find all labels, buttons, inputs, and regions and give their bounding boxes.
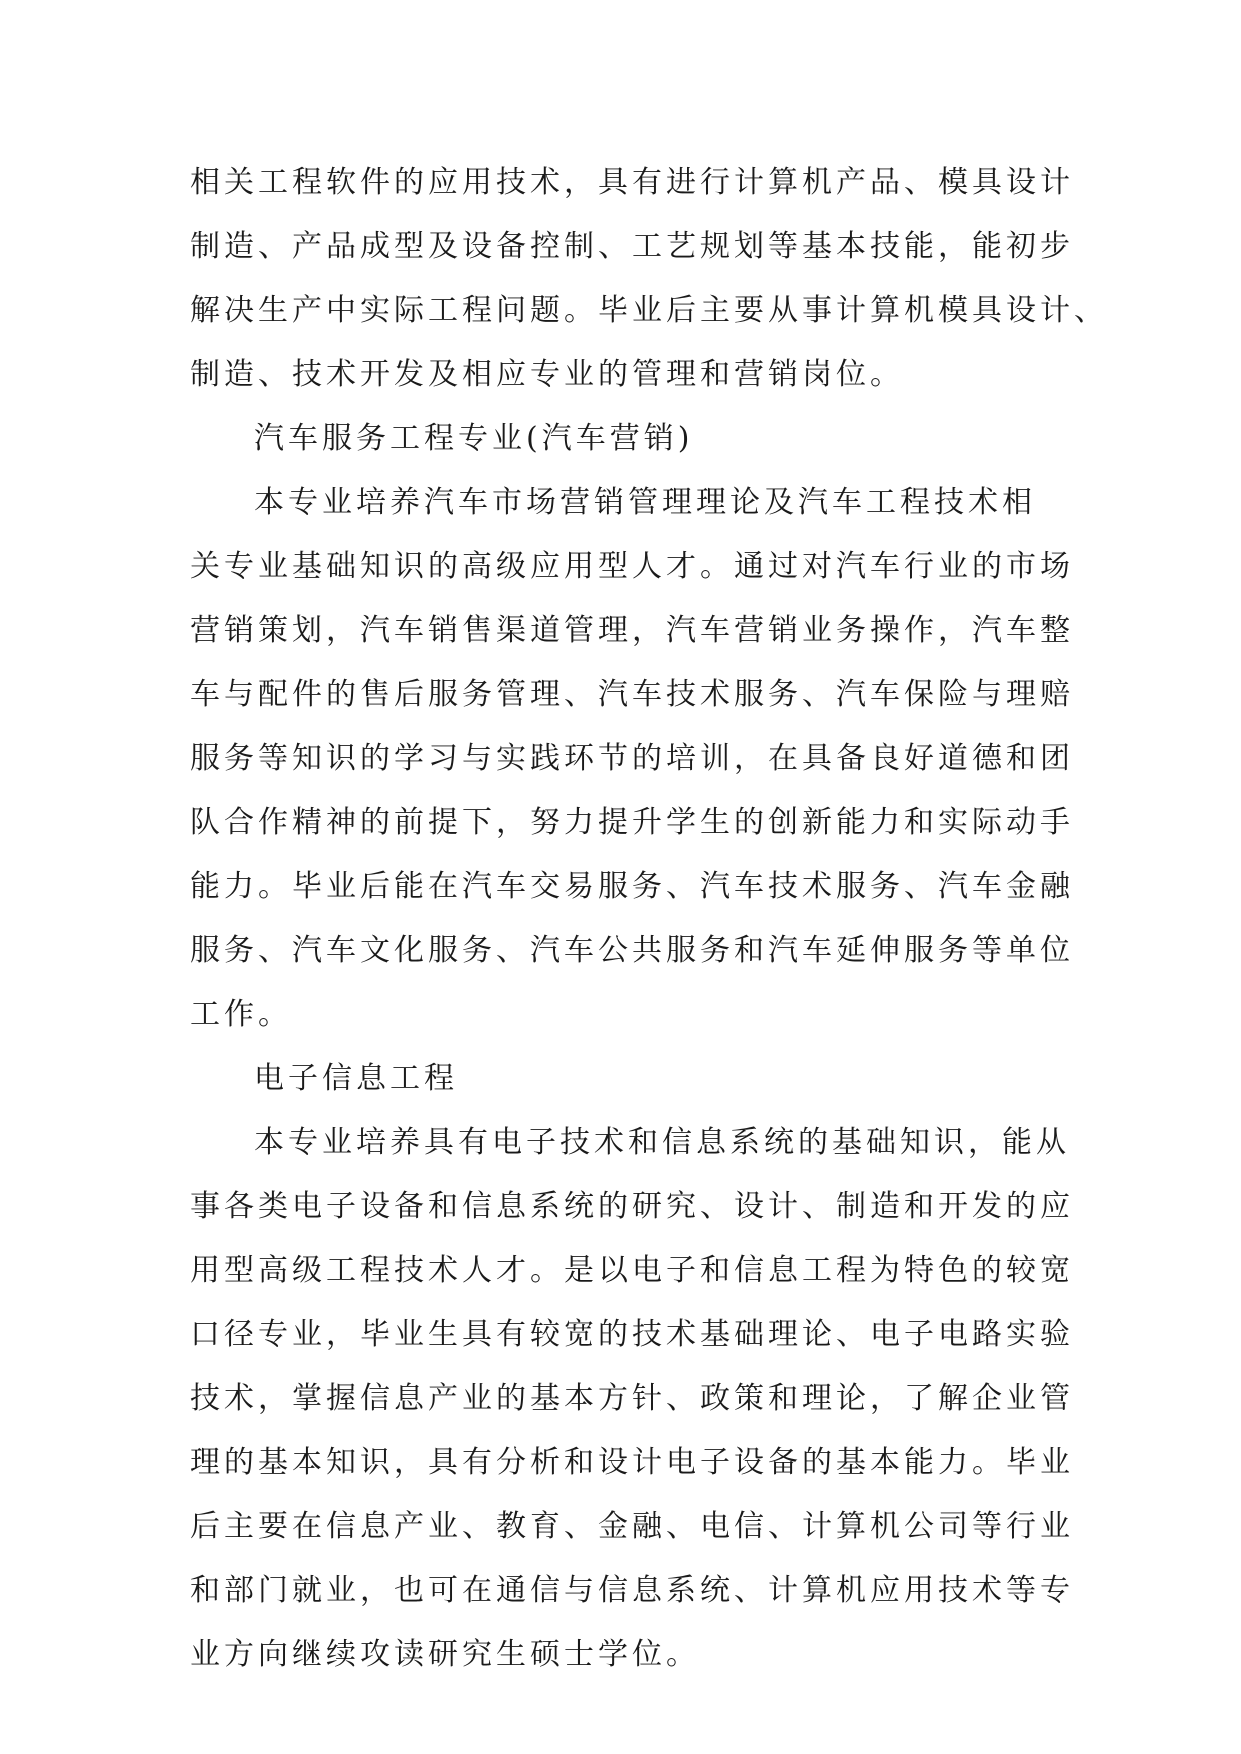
body-text-line: 理的基本知识，具有分析和设计电子设备的基本能力。毕业 bbox=[190, 1445, 1074, 1480]
body-text-line: 本专业培养汽车市场营销管理理论及汽车工程技术相 bbox=[254, 485, 1036, 520]
body-text-line: 相关工程软件的应用技术，具有进行计算机产品、模具设计 bbox=[190, 165, 1074, 200]
body-text-line: 服务、汽车文化服务、汽车公共服务和汽车延伸服务等单位 bbox=[190, 933, 1074, 968]
body-text-line: 和部门就业，也可在通信与信息系统、计算机应用技术等专 bbox=[190, 1573, 1074, 1608]
body-text-line: 口径专业，毕业生具有较宽的技术基础理论、电子电路实验 bbox=[190, 1317, 1074, 1352]
body-text-line: 关专业基础知识的高级应用型人才。通过对汽车行业的市场 bbox=[190, 549, 1074, 584]
body-text-line: 制造、技术开发及相应专业的管理和营销岗位。 bbox=[190, 357, 904, 392]
body-text-line: 工作。 bbox=[190, 997, 292, 1032]
body-text-line: 技术，掌握信息产业的基本方针、政策和理论，了解企业管 bbox=[190, 1381, 1074, 1416]
body-text-line: 本专业培养具有电子技术和信息系统的基础知识，能从 bbox=[254, 1125, 1070, 1160]
body-text-line: 队合作精神的前提下，努力提升学生的创新能力和实际动手 bbox=[190, 805, 1074, 840]
body-text-line: 解决生产中实际工程问题。毕业后主要从事计算机模具设计、 bbox=[190, 293, 1108, 328]
body-text-line: 能力。毕业后能在汽车交易服务、汽车技术服务、汽车金融 bbox=[190, 869, 1074, 904]
body-text-line: 用型高级工程技术人才。是以电子和信息工程为特色的较宽 bbox=[190, 1253, 1074, 1288]
body-text-line: 业方向继续攻读研究生硕士学位。 bbox=[190, 1637, 700, 1672]
section-heading-electronic-information: 电子信息工程 bbox=[254, 1061, 458, 1096]
body-text-line: 后主要在信息产业、教育、金融、电信、计算机公司等行业 bbox=[190, 1509, 1074, 1544]
body-text-line: 事各类电子设备和信息系统的研究、设计、制造和开发的应 bbox=[190, 1189, 1074, 1224]
body-text-line: 营销策划，汽车销售渠道管理，汽车营销业务操作，汽车整 bbox=[190, 613, 1074, 648]
body-text-line: 服务等知识的学习与实践环节的培训，在具备良好道德和团 bbox=[190, 741, 1074, 776]
body-text-line: 制造、产品成型及设备控制、工艺规划等基本技能，能初步 bbox=[190, 229, 1074, 264]
section-heading-automotive-service: 汽车服务工程专业(汽车营销) bbox=[254, 421, 694, 456]
body-text-line: 车与配件的售后服务管理、汽车技术服务、汽车保险与理赔 bbox=[190, 677, 1074, 712]
